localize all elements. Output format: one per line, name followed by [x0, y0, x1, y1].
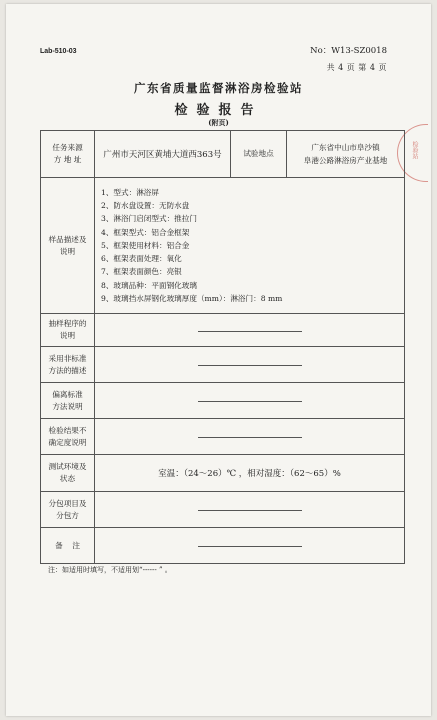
uncertainty-label-line2: 确定度说明 [48, 437, 87, 447]
source-value: 广州市天河区黄埔大道西363号 [95, 131, 231, 178]
subcontract-value [95, 492, 405, 528]
list-item: 5、框架使用材料：铝合金 [101, 240, 190, 250]
table-row [41, 492, 405, 528]
list-item: 2、防水盘设置：无防水盘 [101, 200, 190, 210]
blank-line [198, 330, 302, 332]
list-item: 9、玻璃挡水屏钢化玻璃厚度（mm）：淋浴门：8 mm [101, 294, 283, 304]
seal-stamp-text: 检验站 [411, 141, 418, 159]
table-row [41, 419, 405, 455]
nonstandard-label-line1: 采用非标准 [48, 353, 87, 363]
sampling-label-line2: 说明 [59, 331, 76, 340]
organization-title: 广东省质量监督淋浴房检验站 [134, 81, 303, 95]
nonstandard-label-line2: 方法的描述 [48, 365, 87, 375]
list-item: 6、框架表面处理：氧化 [101, 254, 182, 264]
report-title: 检验报告 [174, 103, 263, 118]
subcontract-label-line1: 分包项目及 [48, 498, 87, 508]
blank-line [198, 436, 302, 438]
remarks-value [95, 528, 405, 564]
site-value [287, 131, 405, 178]
list-item: 1、型式：淋浴屏 [101, 187, 159, 197]
report-subtitle: (附页) [208, 118, 229, 127]
report-table [40, 130, 405, 564]
blank-line [198, 545, 302, 547]
environment-label [41, 455, 95, 492]
site-value-line2: 阜港公路淋浴房产业基地 [303, 156, 388, 165]
table-row [41, 383, 405, 419]
blank-line [198, 364, 302, 366]
page-info: 共 4 页 第 4 页 [326, 63, 387, 72]
nonstandard-method-value [95, 347, 405, 383]
table-row [41, 314, 405, 347]
uncertainty-label-line1: 检验结果不 [48, 425, 87, 435]
sampling-label [41, 314, 95, 347]
list-item: 7、框架表面颜色：亮银 [101, 267, 182, 277]
table-row [41, 528, 405, 564]
environment-label-line1: 测试环境及 [48, 462, 87, 471]
subcontract-label [41, 492, 95, 528]
sampling-value [95, 314, 405, 347]
doc-code: Lab-510-03 [40, 48, 77, 55]
footer-note: 注：如适用时填写，不适用划“------ ” 。 [48, 566, 172, 574]
list-item: 8、玻璃品种：平面钢化玻璃 [101, 280, 197, 290]
list-item: 4、框架型式：铝合金框架 [101, 227, 190, 237]
site-label: 试验地点 [231, 131, 287, 178]
sampling-label-line1: 抽样程序的 [48, 319, 87, 328]
source-label-line1: 任务来源 [52, 143, 83, 152]
table-row [41, 347, 405, 383]
deviation-value [95, 383, 405, 419]
uncertainty-value [95, 419, 405, 455]
uncertainty-label [41, 419, 95, 455]
report-number: No：W13-SZ0018 [310, 46, 387, 56]
sample-label-line1: 样品描述及 [48, 234, 87, 244]
remarks-label: 备 注 [41, 528, 95, 564]
sample-label-line2: 说明 [59, 246, 76, 256]
table-row [41, 455, 405, 492]
deviation-label-line2: 方法说明 [52, 401, 83, 411]
report-sheet [6, 4, 431, 716]
source-label [41, 131, 95, 178]
nonstandard-method-label [41, 347, 95, 383]
table-row [41, 178, 405, 314]
deviation-label-line1: 偏离标准 [52, 389, 83, 399]
sample-description [95, 178, 405, 314]
table-row [41, 131, 405, 178]
deviation-label [41, 383, 95, 419]
sample-label [41, 178, 95, 314]
environment-value: 室温：（24～26）℃ ，相对湿度：（62～65）% [95, 455, 405, 492]
list-item: 3、淋浴门启闭型式：推拉门 [101, 214, 197, 224]
subcontract-label-line2: 分包方 [56, 510, 79, 520]
site-value-line1: 广东省中山市阜沙镇 [311, 143, 380, 152]
environment-label-line2: 状态 [59, 474, 76, 483]
blank-line [198, 509, 302, 511]
source-label-line2: 方 地 址 [53, 155, 82, 164]
blank-line [198, 400, 302, 402]
